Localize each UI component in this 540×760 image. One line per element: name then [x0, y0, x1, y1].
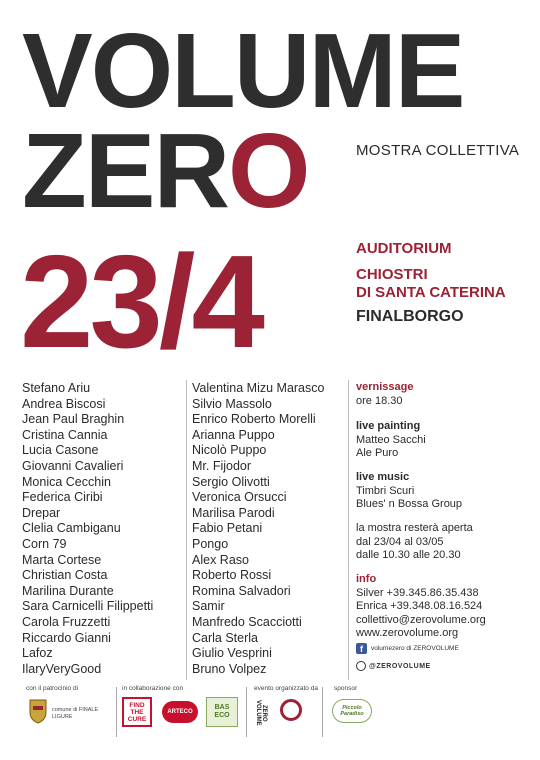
circle-logo-icon — [280, 699, 302, 721]
painting-label: live painting — [356, 420, 421, 432]
vernissage-time: ore 18.30 — [356, 394, 403, 407]
artist-name: Romina Salvadori — [192, 583, 291, 598]
artist-name: Roberto Rossi — [192, 568, 272, 583]
divider — [348, 380, 349, 680]
venue-line3: FINALBORGO — [356, 308, 464, 325]
title-zero-prefix: ZER — [22, 112, 228, 230]
artist-name: Valentina Mizu Marasco — [192, 381, 325, 395]
artist-name: Pongo — [192, 536, 229, 551]
comune-label: comune di FINALE LIGURE — [52, 707, 99, 720]
info-phone: Silver +39.345.86.35.438 — [356, 586, 479, 599]
facebook-label: volumezero di ZEROVOLUME — [371, 645, 459, 652]
artist-name: Monica Cecchin — [22, 474, 111, 489]
artist-name: Samir — [192, 599, 225, 614]
artist-name: Stefano Ariu — [22, 381, 91, 395]
artist-name: Carla Sterla — [192, 630, 258, 645]
instagram-label: @ZEROVOLUME — [369, 662, 431, 670]
artist-name: Silvio Massolo — [192, 396, 272, 411]
venue-line2 — [356, 266, 506, 302]
artist-name: Arianna Puppo — [192, 427, 275, 442]
artists-column-1 — [22, 381, 153, 677]
artist-name: Clelia Cambiganu — [22, 521, 121, 536]
artist-name: Mr. Fijodor — [192, 458, 252, 473]
info-label: info — [356, 573, 377, 585]
baseco-logo: BAS ECO — [206, 697, 238, 727]
open-text: la mostra resterà aperta — [356, 522, 473, 534]
artist-name: Sara Carnicelli Filippetti — [22, 599, 154, 614]
open-hours: dalle 10.30 alle 20.30 — [356, 549, 461, 561]
instagram-link[interactable] — [356, 661, 431, 671]
artist-name: Veronica Orsucci — [192, 490, 287, 505]
painting-artist: Ale Puro — [356, 447, 399, 459]
event-date: 23/4 — [20, 228, 261, 375]
vernissage-label: vernissage — [356, 381, 414, 393]
zerovolume-logo: ZERO VOLUME — [255, 700, 267, 726]
vernissage-block — [356, 381, 413, 408]
artist-name: Cristina Cannia — [22, 427, 108, 442]
artist-name: Corn 79 — [22, 536, 67, 551]
music-act: Timbri Scuri — [356, 484, 415, 497]
artist-name: Marilisa Parodi — [192, 505, 275, 520]
title-zero — [22, 112, 309, 230]
info-website[interactable]: www.zerovolume.org — [356, 627, 459, 639]
artist-name: Enrico Roberto Morelli — [192, 412, 316, 427]
info-phone: Enrica +39.348.08.16.524 — [356, 600, 483, 612]
music-act: Blues' n Bossa Group — [356, 498, 463, 510]
info-email[interactable]: collettivo@zerovolume.org — [356, 613, 486, 626]
comune-crest-icon — [28, 697, 48, 725]
divider — [186, 380, 187, 680]
facebook-icon: f — [356, 643, 367, 654]
facebook-link[interactable] — [356, 643, 459, 654]
artist-name: Lafoz — [22, 646, 53, 661]
patrocinio-label: con il patrocinio di — [26, 685, 79, 692]
artist-name: Lucia Casone — [22, 443, 99, 458]
painting-artist: Matteo Sacchi — [356, 433, 426, 446]
divider — [246, 687, 247, 737]
arteco-logo: ARTECO — [162, 701, 198, 723]
subtitle: MOSTRA COLLETTIVA — [356, 142, 520, 159]
artist-name: Giulio Vesprini — [192, 646, 272, 661]
footer-logos — [22, 685, 522, 747]
artist-name: Fabio Petani — [192, 521, 263, 536]
music-block — [356, 471, 462, 512]
artist-name: Drepar — [22, 505, 61, 520]
artist-name: Manfredo Scacciotti — [192, 614, 302, 629]
venue-line2b: DI SANTA CATERINA — [356, 284, 506, 301]
divider — [322, 687, 323, 737]
artist-name: Nicolò Puppo — [192, 443, 267, 458]
artist-name: Marta Cortese — [22, 552, 102, 567]
artists-column-2 — [192, 381, 324, 677]
organizzato-label: evento organizzato da — [254, 685, 318, 692]
sponsor-label: sponsor — [334, 685, 358, 692]
divider — [116, 687, 117, 737]
title-zero-o: O — [228, 112, 309, 230]
artist-name: Bruno Volpez — [192, 661, 267, 676]
artist-name: Riccardo Gianni — [22, 630, 111, 645]
artist-name: Sergio Olivotti — [192, 474, 270, 489]
venue-line1: AUDITORIUM — [356, 240, 452, 257]
artist-name: Giovanni Cavalieri — [22, 458, 124, 473]
artist-name: Jean Paul Braghin — [22, 412, 125, 427]
sponsor-logo: Piccolo Paradiso — [332, 699, 372, 723]
painting-block — [356, 420, 426, 461]
zerovolume-logo-icon — [356, 661, 366, 671]
venue-line2a: CHIOSTRI — [356, 266, 428, 283]
artist-name: IlaryVeryGood — [22, 661, 102, 676]
collaborazione-label: in collaborazione con — [122, 685, 184, 692]
artist-name: Carola Fruzzetti — [22, 614, 111, 629]
artist-name: Federica Ciribi — [22, 490, 103, 505]
artist-name: Marilina Durante — [22, 583, 114, 598]
findthecure-logo: FIND THE CURE — [122, 697, 152, 727]
info-block — [356, 573, 486, 641]
artist-name: Alex Raso — [192, 552, 249, 567]
artist-name: Andrea Biscosi — [22, 396, 106, 411]
music-label: live music — [356, 471, 410, 483]
artist-name: Christian Costa — [22, 568, 108, 583]
opening-hours-block — [356, 522, 473, 563]
open-dates: dal 23/04 al 03/05 — [356, 535, 444, 548]
title-volume: VOLUME — [22, 12, 464, 130]
